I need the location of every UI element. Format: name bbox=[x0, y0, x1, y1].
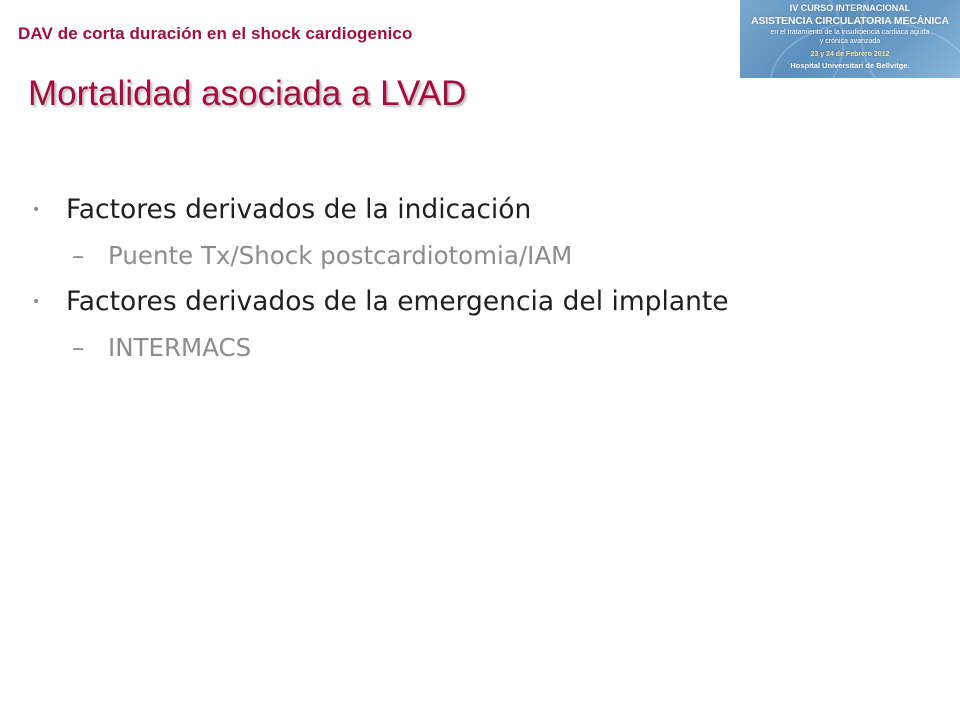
banner-line-4: y crónica avanzada bbox=[819, 38, 881, 45]
banner-line-3: en el tratamiento de la insuficiencia cardiaca aguda bbox=[770, 29, 930, 36]
header-subtitle: DAV de corta duración en el shock cardiogenico bbox=[18, 24, 413, 43]
banner-line-5: 23 y 24 de Febrero 2012 bbox=[810, 51, 890, 58]
dash-icon: – bbox=[72, 333, 85, 362]
dash-icon: – bbox=[72, 241, 85, 270]
sub-bullet-text: Puente Tx/Shock postcardiotomia/IAM bbox=[108, 241, 573, 270]
bullet-dot-icon: • bbox=[32, 294, 41, 310]
banner-line-1: IV CURSO INTERNACIONAL bbox=[789, 3, 911, 13]
bullet-text: Factores derivados de la indicación bbox=[66, 194, 532, 225]
slide-title: Mortalidad asociada a LVAD bbox=[28, 74, 467, 113]
sub-bullet-text: INTERMACS bbox=[108, 333, 252, 362]
course-banner-image bbox=[740, 0, 960, 78]
bullet-dot-icon: • bbox=[32, 202, 41, 218]
bullet-text: Factores derivados de la emergencia del implante bbox=[66, 286, 729, 317]
banner-line-2: ASISTENCIA CIRCULATORIA MECÁNICA bbox=[751, 15, 949, 27]
banner-line-6: Hospital Universitari de Bellvitge. bbox=[790, 61, 910, 70]
